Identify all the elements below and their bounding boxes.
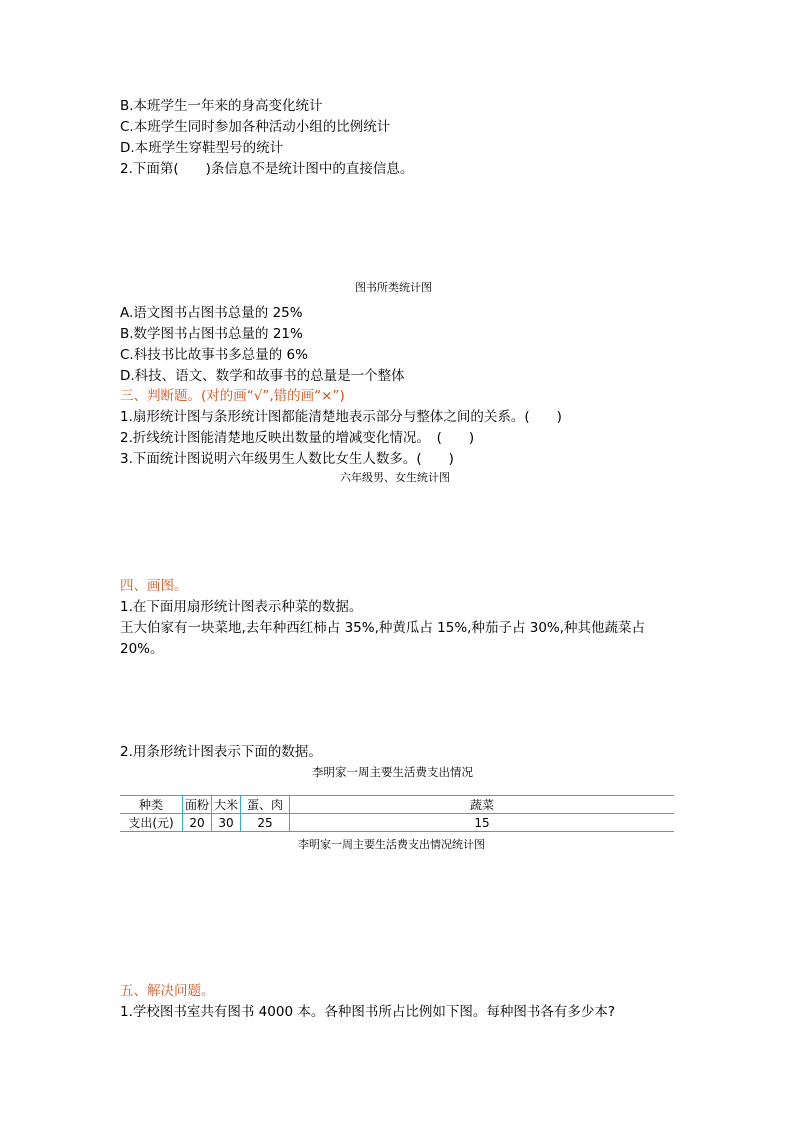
q2-option-a: A.语文图书占图书总量的 25% [120, 305, 303, 321]
pie-label-yuwen: 语文 [404, 194, 426, 207]
draw-q1-text-line2: 20%。 [120, 641, 164, 657]
bar-grid-title: 李明家一周主要生活费支出情况统计图 [298, 838, 485, 851]
x-category-label: 粉 [337, 961, 348, 973]
table-row-label: 支出(元) [120, 814, 183, 832]
x-category-label: 面 [337, 947, 348, 959]
x-category-label: 蛋 [402, 947, 414, 959]
pie-value-keji: 30% [364, 217, 389, 230]
pie-value-shuxue: 21% [414, 246, 439, 259]
pie-value-girls: 40% [405, 522, 430, 535]
x-category-label: 米 [370, 961, 381, 973]
pie-label-shuxue: 数学 [412, 231, 434, 244]
table-header-eggmeat: 蛋、肉 [241, 796, 290, 814]
pie-value-gushi: 24% [378, 254, 403, 267]
books-pie-caption: 图书所类统计图 [355, 281, 432, 294]
q1-option-b: B.本班学生一年来的身高变化统计 [120, 98, 323, 114]
draw-q1-text-line1: 王大伯家有一块菜地,去年种西红柿占 35%,种黄瓜占 15%,种茄子占 30%,种其他蔬菜占 [120, 620, 646, 636]
y-tick-label: 10 [301, 914, 314, 926]
table-header-rice: 大米 [212, 796, 241, 814]
table-header-flour: 面粉 [183, 796, 212, 814]
section3-heading: 三、判断题。(对的画“√”,错的画“×”) [120, 388, 345, 404]
table-cell-eggmeat: 25 [241, 814, 290, 832]
draw-q2: 2.用条形统计图表示下面的数据。 [120, 744, 322, 760]
judge-item-3: 3.下面统计图说明六年级男生人数比女生人数多。( ) [120, 451, 454, 467]
q1-option-c: C.本班学生同时参加各种活动小组的比例统计 [120, 119, 391, 135]
pie-label-gushi: 故事 [378, 239, 400, 252]
x-category-label: 菜 [435, 961, 447, 973]
table-cell-vegetables: 15 [290, 814, 675, 832]
draw-q1: 1.在下面用扇形统计图表示种菜的数据。 [120, 599, 363, 615]
pie-value-boys: 60% [365, 531, 390, 544]
x-category-label: 蔬 [435, 947, 447, 959]
y-tick-label: 30 [301, 865, 314, 877]
expense-table-title: 李明家一周主要生活费支出情况 [312, 765, 473, 779]
q2-stem: 2.下面第( )条信息不是统计图中的直接信息。 [120, 161, 414, 177]
judge-item-1: 1.扇形统计图与条形统计图都能清楚地表示部分与整体之间的关系。( ) [120, 409, 562, 425]
y-tick-label: 0 [307, 938, 314, 950]
x-category-label: 肉 [402, 961, 414, 973]
y-tick-label: 15 [301, 902, 314, 914]
pie-value-yuwen: 25% [404, 209, 429, 222]
pie-label-boys: 男生 [362, 516, 384, 529]
q2-option-c: C.科技书比故事书多总量的 6% [120, 347, 308, 363]
y-tick-label: 5 [307, 926, 314, 938]
table-header-vegetables: 蔬菜 [290, 796, 675, 814]
y-tick-label: 25 [301, 877, 314, 889]
section5-heading: 五、解决问题。 [120, 983, 215, 999]
y-tick-label: 35 [301, 853, 314, 865]
section4-heading: 四、画图。 [120, 578, 188, 594]
expense-table [120, 795, 674, 832]
gender-pie-title: 六年级男、女生统计图 [340, 471, 450, 484]
table-header-type: 种类 [120, 796, 183, 814]
table-cell-rice: 30 [212, 814, 241, 832]
y-tick-label: 20 [301, 889, 314, 901]
q1-option-d: D.本班学生穿鞋型号的统计 [120, 140, 284, 156]
x-category-label: 大 [370, 947, 381, 959]
q2-option-d: D.科技、语文、数学和故事书的总量是一个整体 [120, 368, 405, 384]
table-cell-flour: 20 [183, 814, 212, 832]
judge-item-2: 2.折线统计图能清楚地反映出数量的增减变化情况。 ( ) [120, 430, 475, 446]
pie-label-girls: 女生 [402, 508, 424, 521]
pie-label-keji: 科技 [364, 203, 386, 216]
circle-center-dot [394, 693, 399, 698]
solve-q1: 1.学校图书室共有图书 4000 本。各种图书所占比例如下图。每种图书各有多少本? [120, 1004, 615, 1020]
q2-option-b: B.数学图书占图书总量的 21% [120, 326, 303, 342]
